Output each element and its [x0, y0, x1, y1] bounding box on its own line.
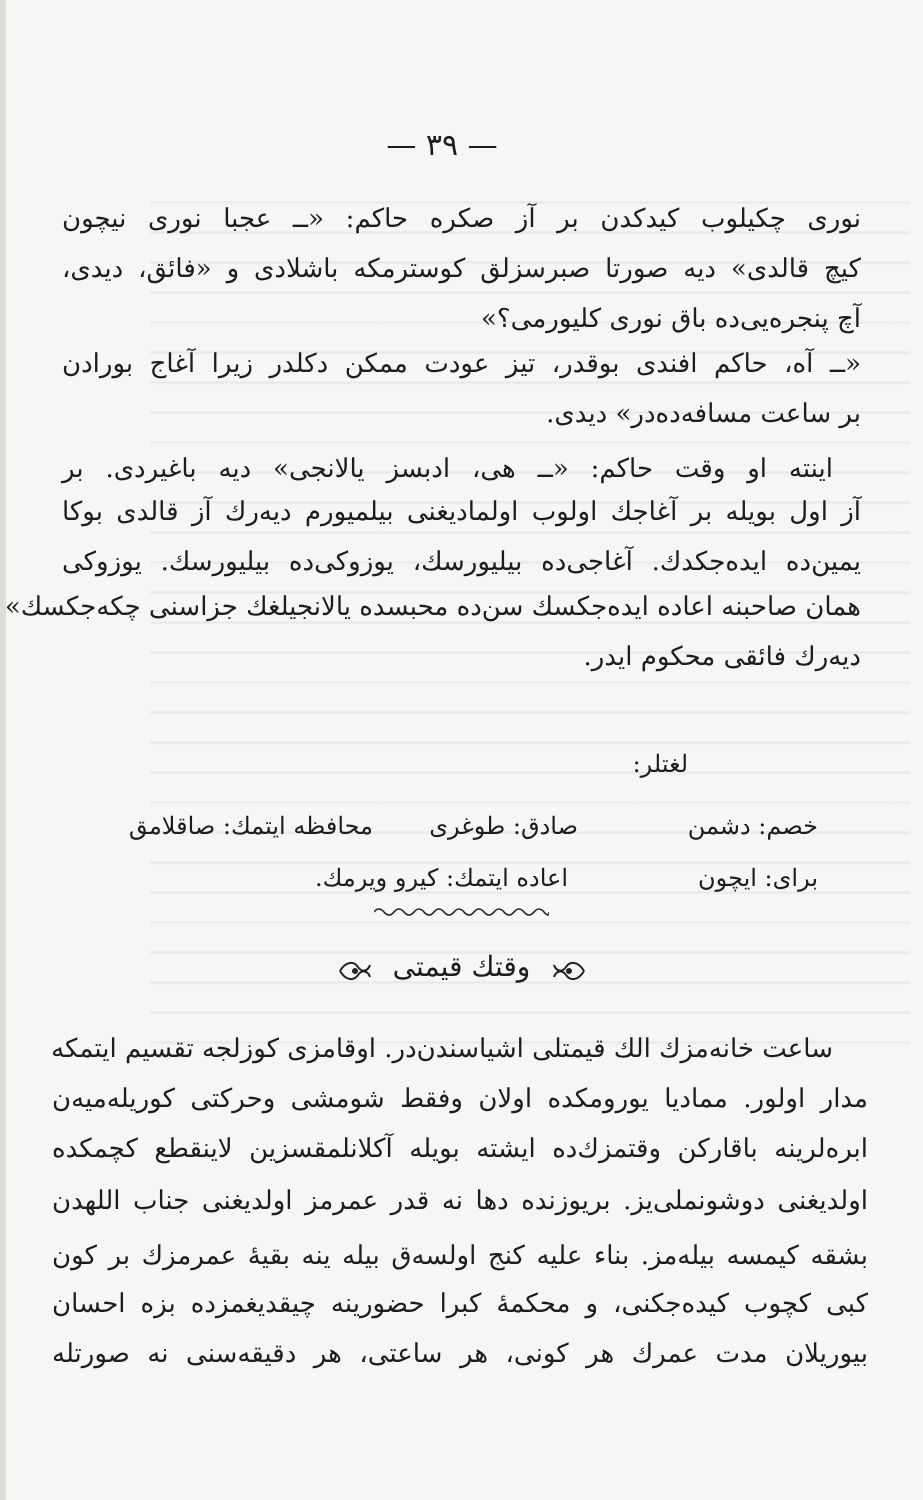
text-line: بر ساعت مسافه‌ده‌در» دیدی.	[546, 399, 861, 429]
text-line: بشقه کیمسه بیله‌مز. بناء علیه کنج اولسه‌ق بیله ینه بقیهٔ عمرمزك بر کون	[52, 1241, 868, 1271]
text-line: یمین‌ده ایده‌جکدك. آغاجی‌ده بیلیورسك، یوزوکی‌ده بیلیورسك. یوزوکی	[62, 547, 861, 577]
vocabulary-entry: اعاده ایتمك: کیرو ویرمك.	[315, 864, 568, 892]
text-line: نوری چکیلوب کیدکدن بر آز صکره حاکم: «ــ عجبا نوری نیچون	[62, 204, 861, 234]
text-line: اینته او وقت حاکم: «ــ هی، ادبسز یالانجی» دیه باغیردی. بر	[62, 454, 833, 484]
text-line: کیچ قالدی» دیه صورتا صبرسزلق کوسترمکه باشلادی و «فائق، دیدی،	[62, 254, 861, 284]
text-line: «ــ آه، حاکم افندی بوقدر، تیز عودت ممکن دکلدر زیرا آغاج بورادن	[62, 349, 861, 379]
vocabulary-entry: محافظه ایتمك: صاقلامق	[128, 812, 373, 840]
text-line: آچ پنجره‌یی‌ده باق نوری کلیورمی؟»	[480, 304, 861, 334]
vocabulary-entry: صادق: طوغری	[429, 812, 578, 840]
vocabulary-entry: خصم: دشمن	[687, 812, 818, 840]
page-number: — ٣٩ —	[386, 128, 498, 163]
vocabulary-heading: لغتلر:	[632, 750, 688, 778]
text-line: همان صاحبنه اعاده ایده‌جکسك سن‌ده محبسده یالانجیلغك جزاسنی چکه‌جکسك»	[4, 592, 861, 622]
wavy-divider	[374, 906, 549, 918]
text-line: آز اول بویله بر آغاجك اولوب اولمادیغنی بیلمیورم دیه‌رك آز قالدی بوکا	[62, 497, 861, 527]
vocabulary-entry: برای: ایچون	[698, 864, 818, 892]
text-line: مدار اولور. مماديا یورومکده اولان وفقط شومشی وحرکتی کوریله‌میه‌ن	[52, 1084, 868, 1114]
text-line: ساعت خانه‌مزك الك قیمتلی اشیاسندن‌در. اوقامزی کوزلجه تقسیم ایتمکه	[51, 1034, 833, 1064]
page-edge-shadow	[0, 0, 6, 1500]
text-line: اولدیغنی دوشونملی‌یز. بریوزنده دها نه قدر عمرمز اولدیغنی جناب اللهدن	[52, 1186, 868, 1216]
text-line: ابره‌لرینه باقارکن وقتمزك‌ده ایشته بویله آکلانلمقسزین لاینقطع کچمکده	[52, 1134, 868, 1164]
text-line: دیه‌رك فائقی محکوم ایدر.	[583, 642, 861, 672]
text-line: بیوریلان مدت عمرك هر کونی، هر ساعتی، هر دقیقه‌سنی نه صورتله	[52, 1339, 868, 1369]
text-line: کبی کچوب کیده‌جکنی، و محکمهٔ کبرا حضورینه چیقدیغمزده بزه احسان	[52, 1289, 868, 1319]
ornament-right-icon	[552, 957, 586, 985]
section-title: وقتك قیمتی	[392, 950, 531, 983]
